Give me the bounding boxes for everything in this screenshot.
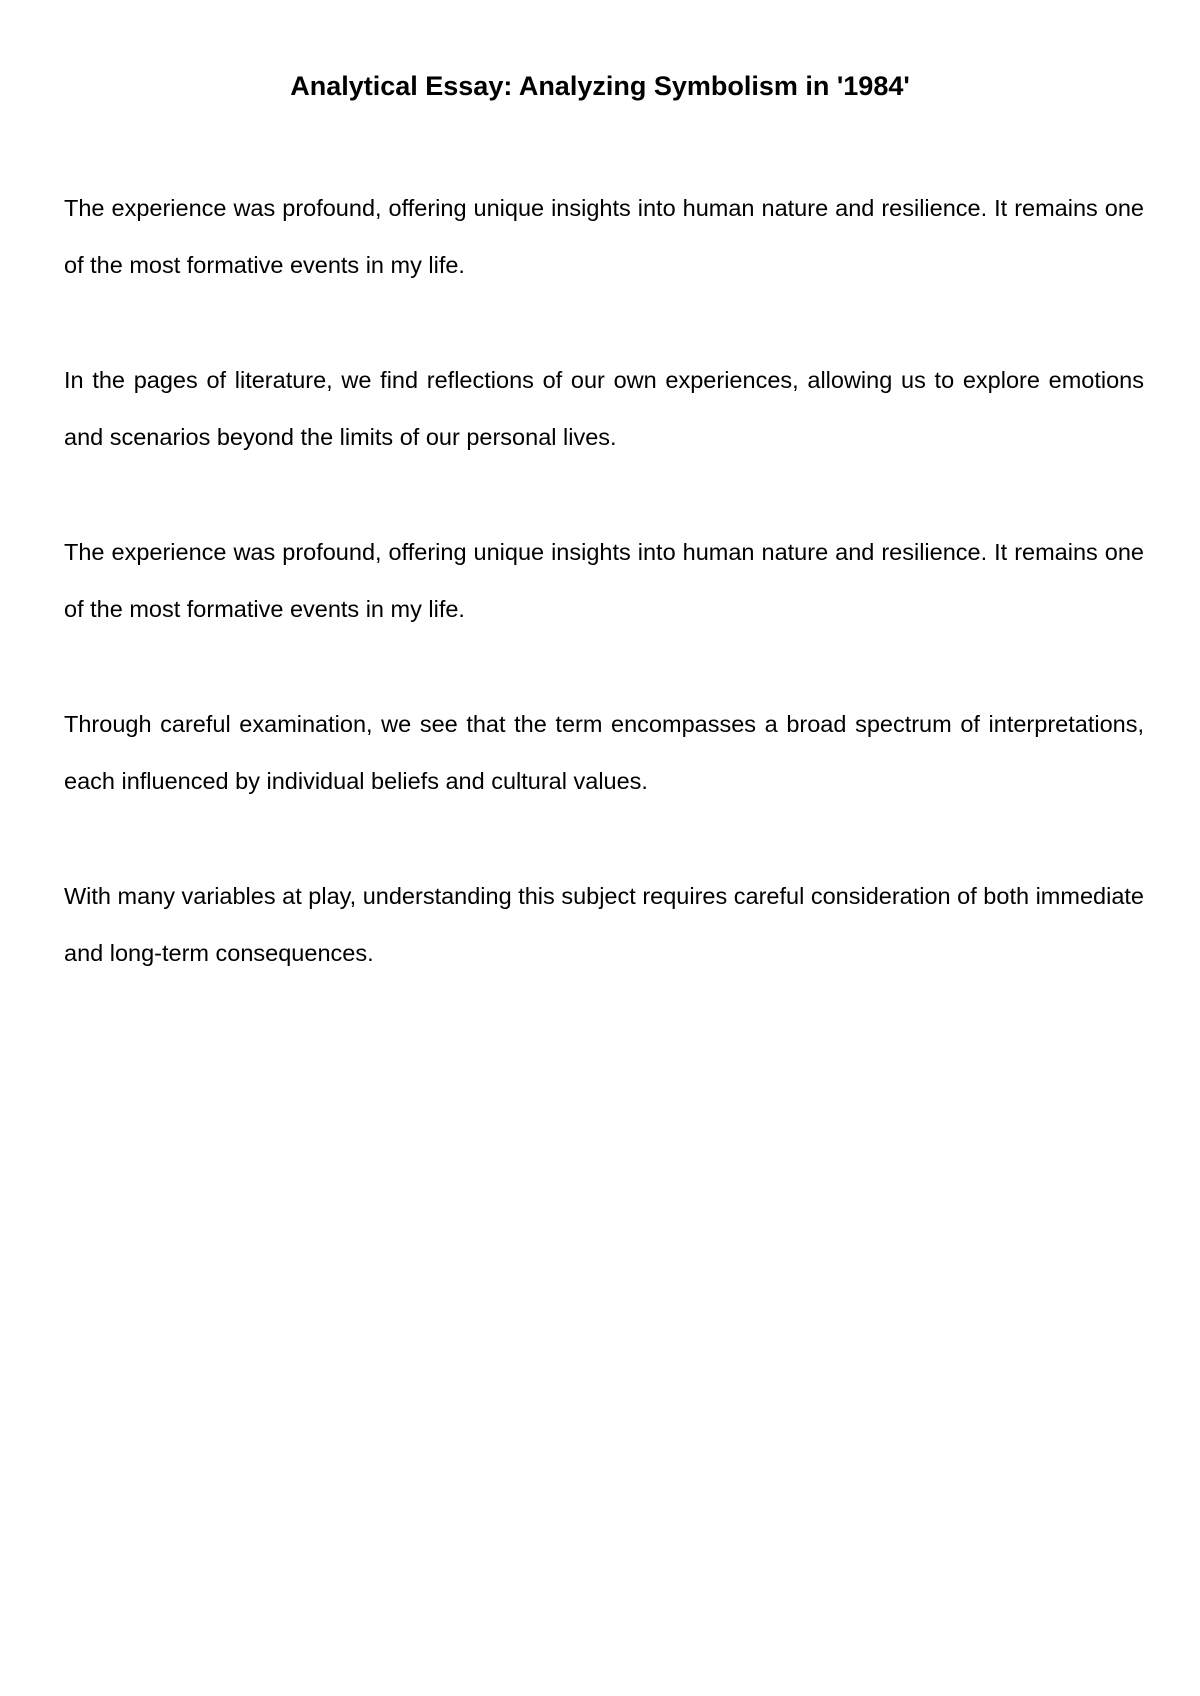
paragraph-5: With many variables at play, understanding this subject requires careful consideration of both immediate and long-term consequences. (64, 883, 1144, 966)
document-title: Analytical Essay: Analyzing Symbolism in '1984' (290, 71, 910, 101)
paragraph-4: Through careful examination, we see that the term encompasses a broad spectrum of interpretations, each influenced by individual beliefs and cultural values. (64, 711, 1144, 794)
paragraph-2: In the pages of literature, we find reflections of our own experiences, allowing us to explore emotions and scenarios beyond the limits of our personal lives. (64, 367, 1144, 450)
paragraph-1: The experience was profound, offering unique insights into human nature and resilience. It remains one of the most formative events in my life. (64, 195, 1144, 278)
document-body (64, 180, 1144, 1040)
paragraph-3: The experience was profound, offering unique insights into human nature and resilience. It remains one of the most formative events in my life. (64, 539, 1144, 622)
